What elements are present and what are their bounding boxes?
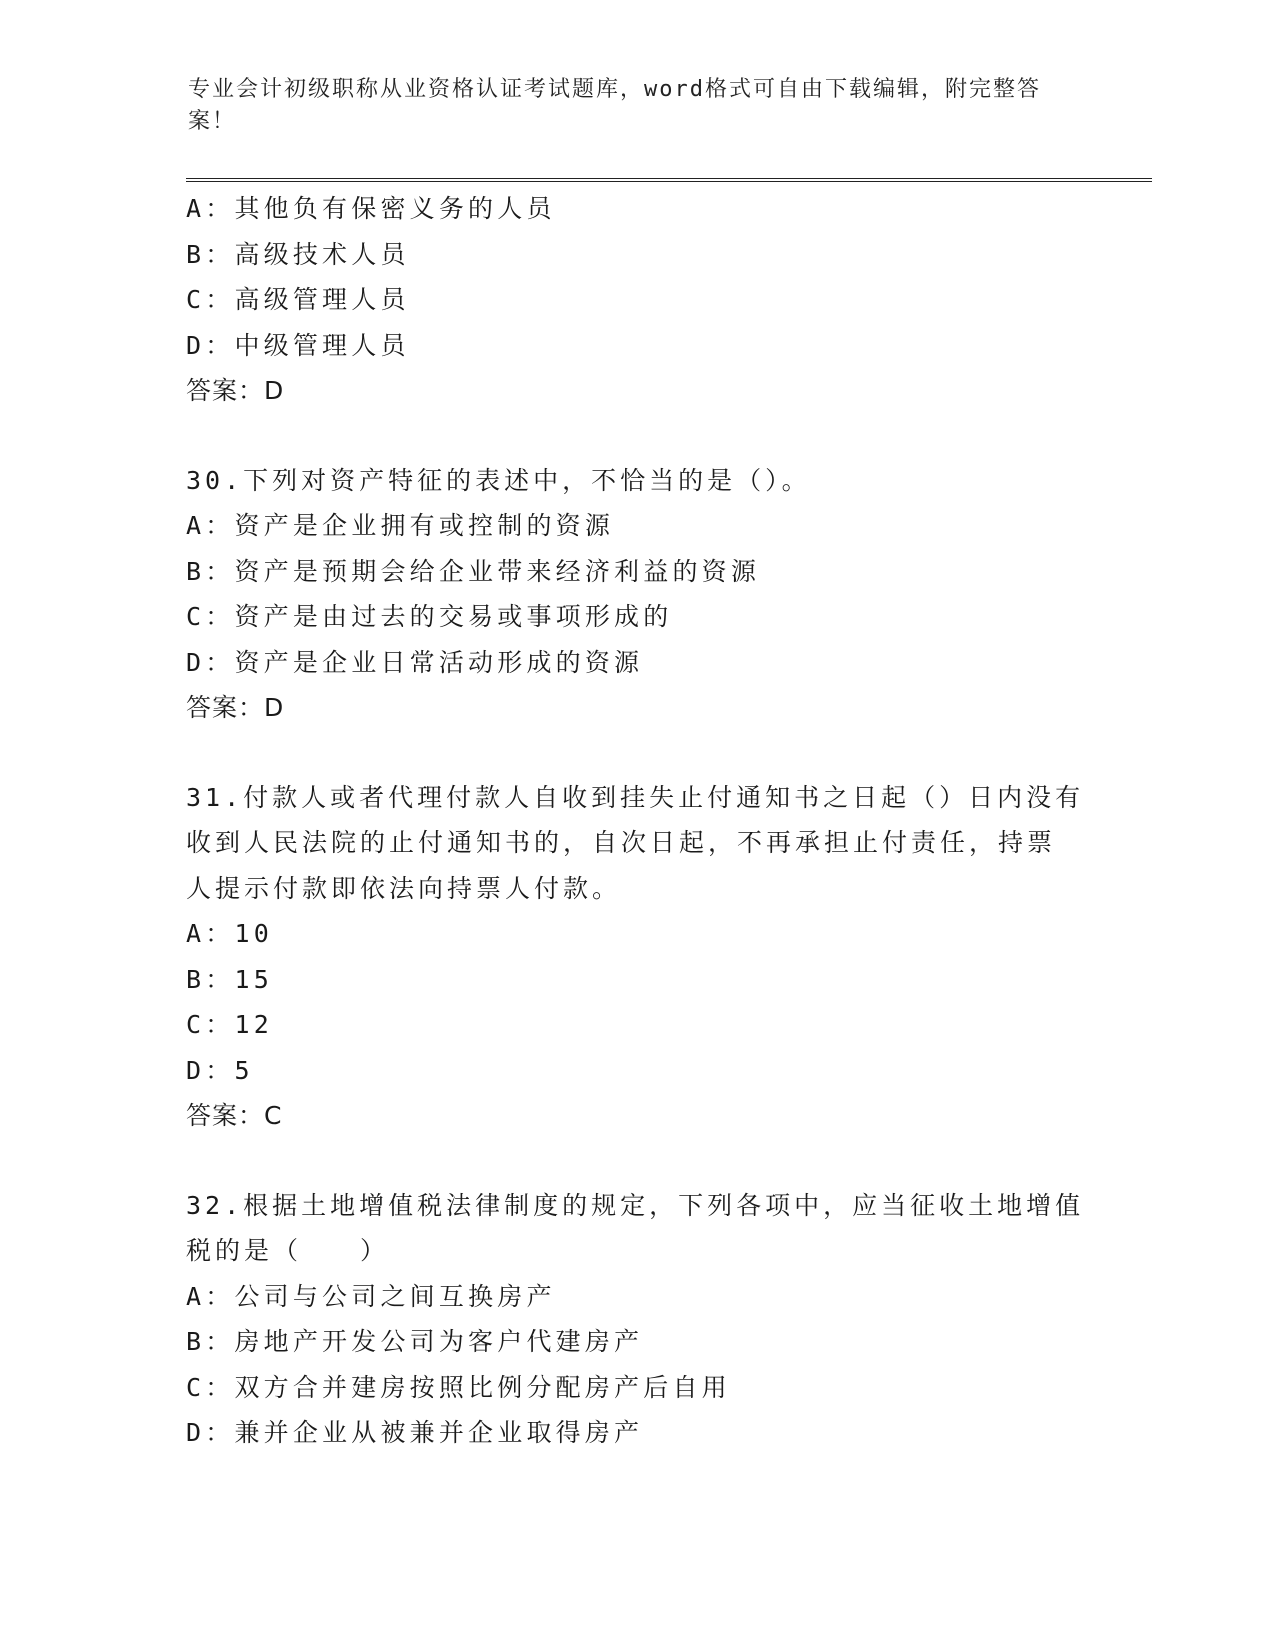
question-list: [186, 186, 1086, 1456]
header-divider: [186, 178, 1152, 182]
option-text: 其他负有保密义务的人员: [234, 194, 556, 223]
option-text: 资产是由过去的交易或事项形成的: [234, 602, 673, 631]
answer-label: 答案：D: [186, 693, 285, 722]
question-stem-line: 31.付款人或者代理付款人自收到挂失止付通知书之日起（）日内没有: [186, 782, 1085, 812]
option-text: 资产是预期会给企业带来经济利益的资源: [234, 556, 761, 586]
question-32: [186, 1183, 1086, 1456]
answer-label: 答案：C: [186, 1101, 283, 1130]
option-c: [186, 594, 1086, 640]
option-letter: D：: [186, 1055, 235, 1085]
option-text: 15: [234, 964, 273, 994]
question-29: [186, 186, 1086, 414]
option-text: 双方合并建房按照比例分配房产后自用: [234, 1372, 731, 1402]
option-letter: A：: [186, 511, 235, 540]
option-letter: C：: [186, 285, 235, 314]
option-c: [186, 1365, 1086, 1411]
option-text: 资产是企业拥有或控制的资源: [234, 511, 615, 540]
option-letter: C：: [186, 1372, 235, 1402]
option-letter: B：: [186, 556, 235, 586]
option-letter: D：: [186, 330, 235, 360]
option-letter: D：: [186, 647, 235, 677]
option-text: 10: [234, 919, 273, 948]
option-a: [186, 503, 1086, 549]
spacer: [186, 731, 1086, 775]
option-text: 12: [234, 1010, 273, 1039]
option-letter: B：: [186, 964, 235, 994]
option-d: [186, 1410, 1086, 1456]
option-letter: A：: [186, 919, 235, 948]
option-text: 中级管理人员: [234, 330, 410, 360]
option-a: [186, 911, 1086, 957]
option-letter: C：: [186, 1010, 235, 1039]
question-stem-line: 32.根据土地增值税法律制度的规定，下列各项中，应当征收土地增值: [186, 1190, 1085, 1220]
option-letter: B：: [186, 1327, 235, 1356]
option-b: [186, 957, 1086, 1003]
option-text: 5: [234, 1055, 254, 1085]
option-letter: D：: [186, 1418, 235, 1447]
question-30: [186, 458, 1086, 731]
answer-label: 答案：D: [186, 376, 285, 405]
option-text: 资产是企业日常活动形成的资源: [234, 647, 644, 677]
page-header: 专业会计初级职称从业资格认证考试题库，word格式可自由下载编辑，附完整答案！: [188, 77, 1041, 134]
option-letter: C：: [186, 602, 235, 631]
option-b: [186, 232, 1086, 278]
option-text: 兼并企业从被兼并企业取得房产: [234, 1418, 644, 1447]
question-31: [186, 775, 1086, 1139]
option-letter: A：: [186, 194, 235, 223]
option-c: [186, 277, 1086, 323]
question-stem-line: 税的是（ ）: [186, 1236, 390, 1265]
option-b: [186, 1319, 1086, 1365]
option-text: 房地产开发公司为客户代建房产: [234, 1327, 644, 1356]
option-d: [186, 323, 1086, 369]
option-text: 高级管理人员: [234, 285, 410, 314]
option-letter: A：: [186, 1281, 235, 1311]
option-d: [186, 1048, 1086, 1094]
spacer: [186, 1139, 1086, 1183]
option-text: 高级技术人员: [234, 239, 410, 269]
question-stem-line: 人提示付款即依法向持票人付款。: [186, 873, 622, 903]
option-text: 公司与公司之间互换房产: [234, 1281, 556, 1311]
option-b: [186, 549, 1086, 595]
option-a: [186, 186, 1086, 232]
question-stem: 30.下列对资产特征的表述中，不恰当的是（）。: [186, 465, 811, 495]
question-stem-line: 收到人民法院的止付通知书的，自次日起，不再承担止付责任，持票: [186, 828, 1057, 857]
option-letter: B：: [186, 239, 235, 269]
option-a: [186, 1274, 1086, 1320]
option-c: [186, 1002, 1086, 1048]
option-d: [186, 640, 1086, 686]
spacer: [186, 414, 1086, 458]
